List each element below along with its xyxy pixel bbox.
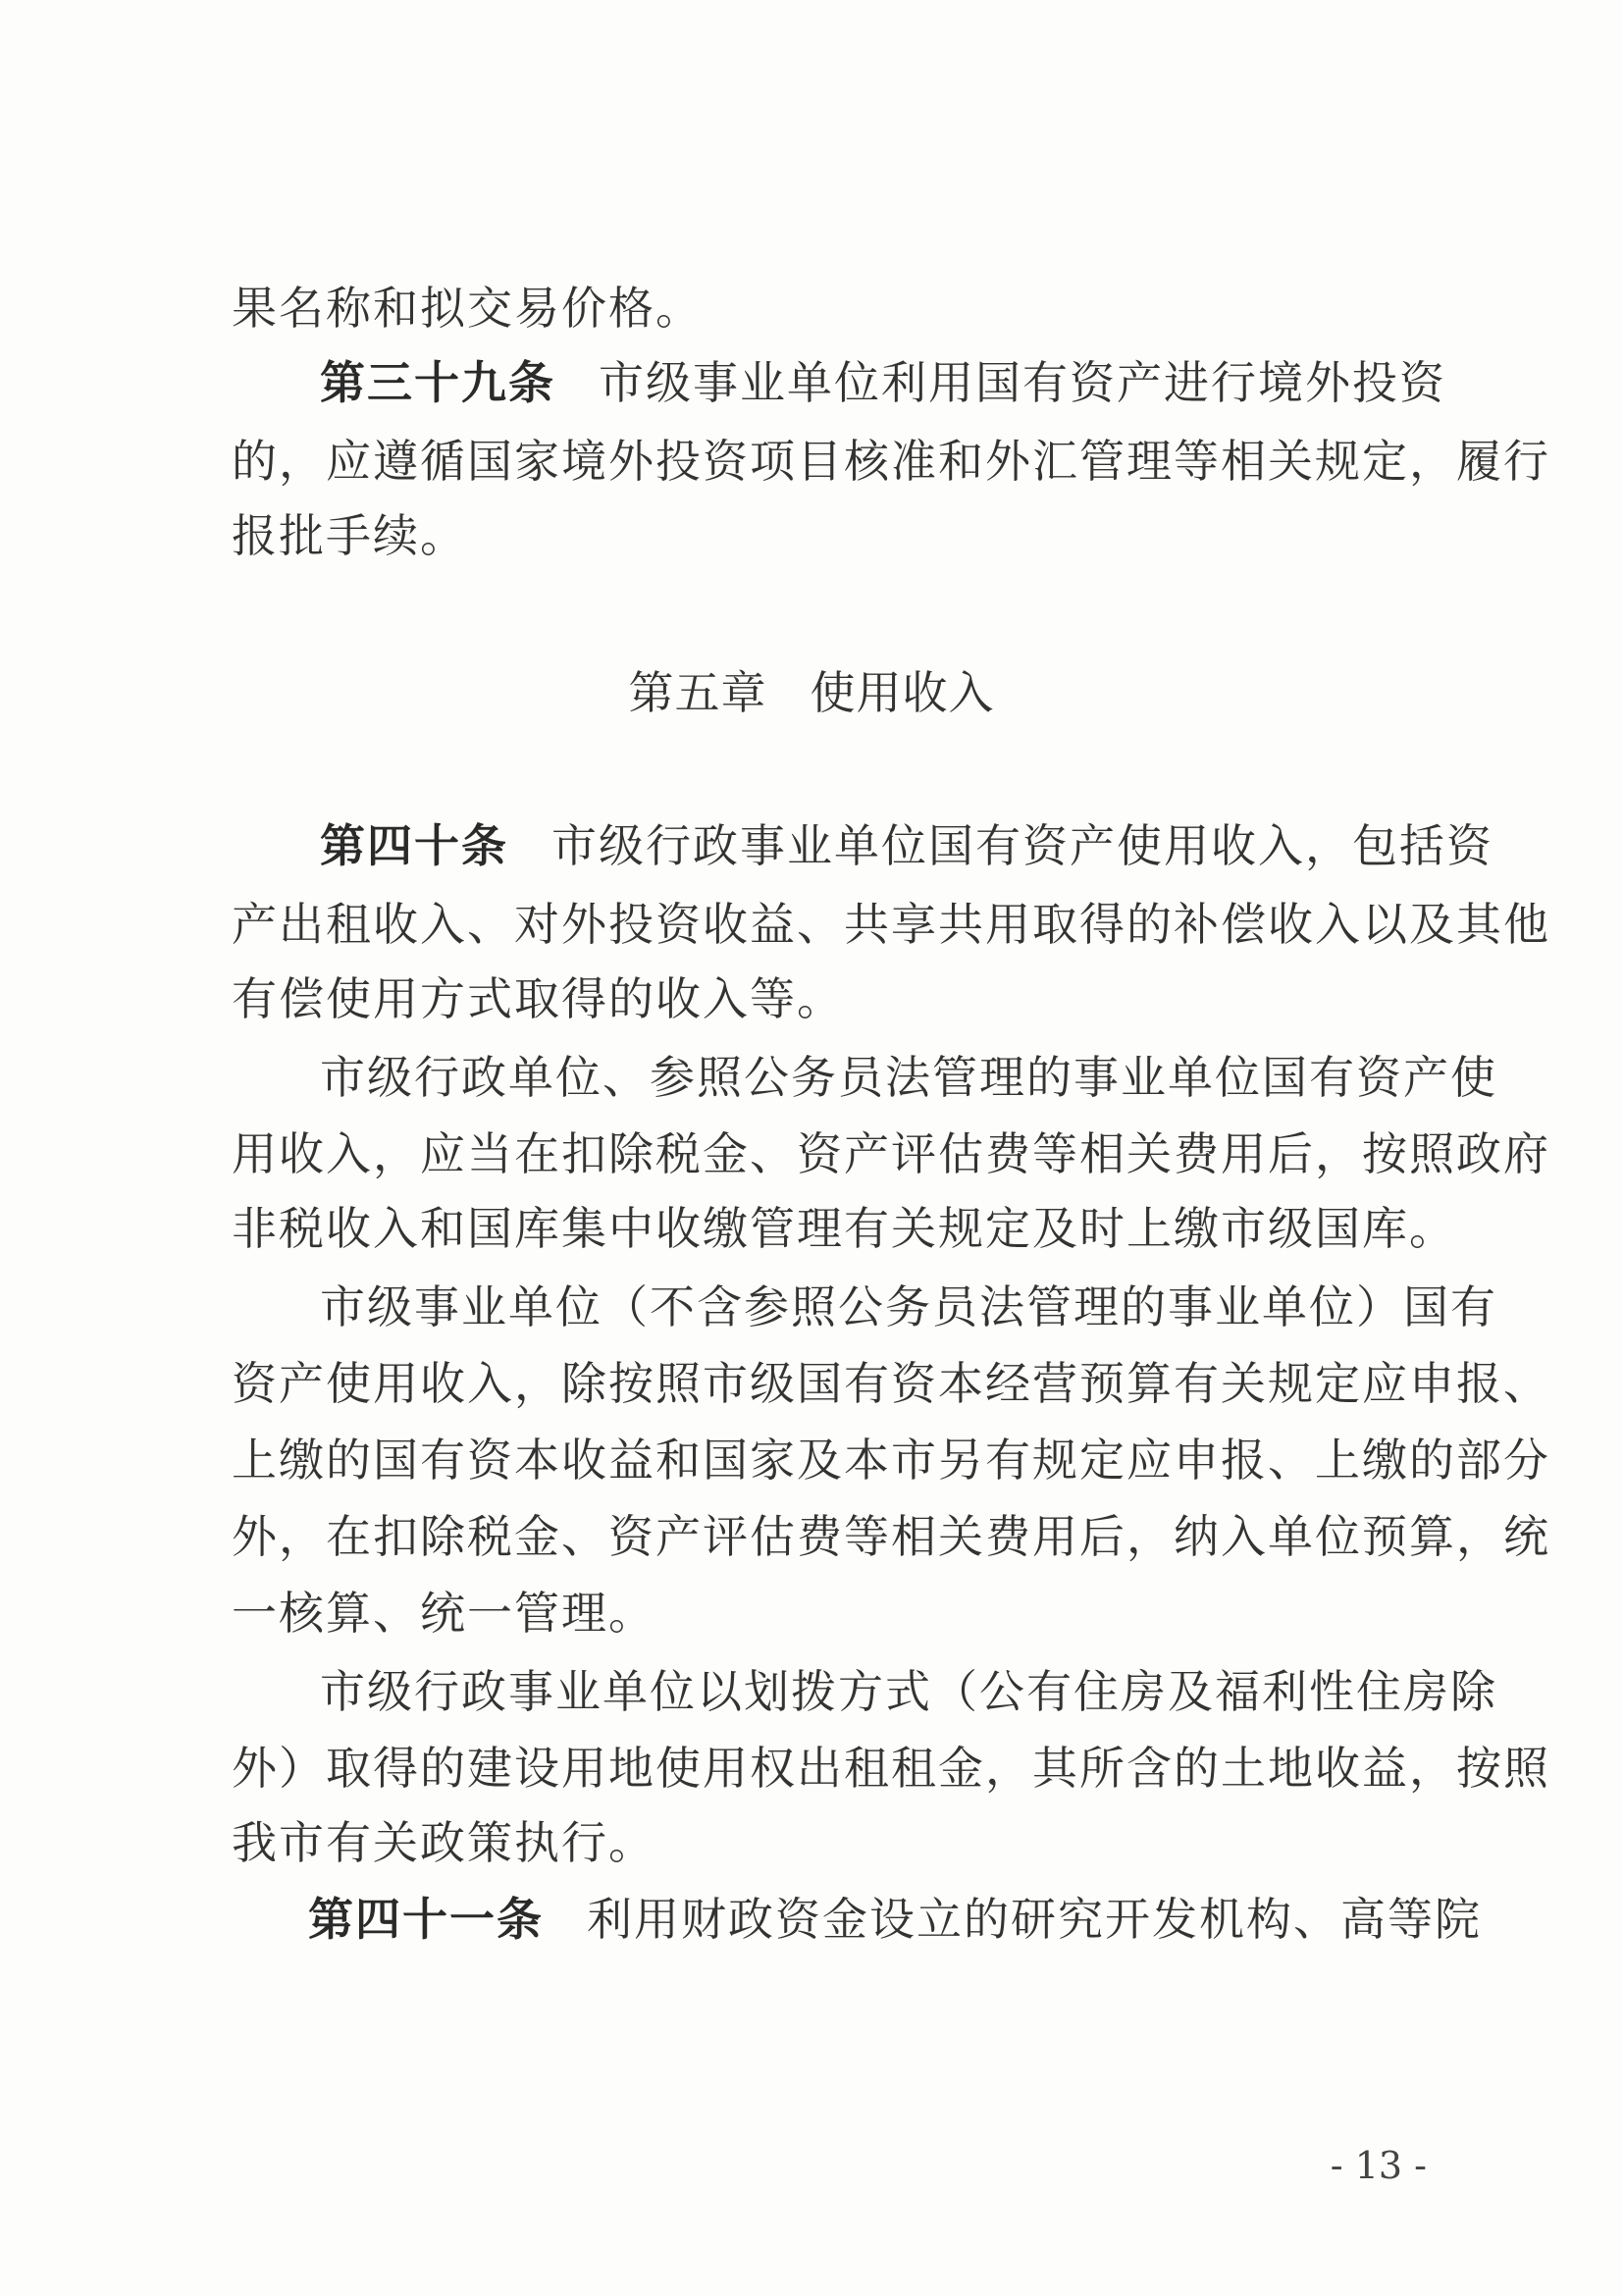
paragraph-line: 外，在扣除税金、资产评估费等相关费用后，纳入单位预算，统 [232,1510,1550,1563]
paragraph-line: 上缴的国有资本收益和国家及本市另有规定应申报、上缴的部分 [232,1434,1550,1487]
article-39-heading: 第三十九条 [320,356,555,409]
paragraph-text: 利用财政资金设立的研究开发机构、高等院 [587,1893,1482,1946]
article-41-line [308,1890,1482,1949]
article-40-line [320,816,1493,875]
paragraph-text: 市级事业单位利用国有资产进行境外投资 [599,356,1446,409]
chapter-heading [0,663,1623,722]
paragraph-line: 一核算、统一管理。 [232,1587,655,1640]
paragraph-line: 用收入，应当在扣除税金、资产评估费等相关费用后，按照政府 [232,1127,1550,1180]
chapter-title: 使用收入 [810,666,995,719]
chapter-number: 第五章 [628,666,767,719]
paragraph-line: 的，应遵循国家境外投资项目核准和外汇管理等相关规定，履行 [232,435,1550,488]
paragraph-line: 外）取得的建设用地使用权出租租金，其所含的土地收益，按照 [232,1742,1550,1795]
paragraph-line: 资产使用收入，除按照市级国有资本经营预算有关规定应申报、 [232,1357,1550,1410]
article-40-heading: 第四十条 [320,819,508,872]
paragraph-text: 市级行政事业单位国有资产使用收入，包括资 [551,819,1493,872]
paragraph-line: 我市有关政策执行。 [232,1816,655,1869]
paragraph-line: 市级行政事业单位以划拨方式（公有住房及福利性住房除 [320,1665,1497,1718]
page-number: - 13 - [1330,2144,1427,2187]
paragraph-line: 市级事业单位（不含参照公务员法管理的事业单位）国有 [320,1280,1497,1333]
article-41-heading: 第四十一条 [308,1893,544,1946]
paragraph-line: 果名称和拟交易价格。 [232,282,703,335]
article-39-line [320,353,1446,412]
paragraph-line: 报批手续。 [232,509,467,562]
paragraph-line: 产出租收入、对外投资收益、共享共用取得的补偿收入以及其他 [232,898,1550,951]
paragraph-line: 市级行政单位、参照公务员法管理的事业单位国有资产使 [320,1051,1497,1104]
paragraph-line: 非税收入和国库集中收缴管理有关规定及时上缴市级国库。 [232,1202,1456,1255]
paragraph-line: 有偿使用方式取得的收入等。 [232,972,844,1025]
